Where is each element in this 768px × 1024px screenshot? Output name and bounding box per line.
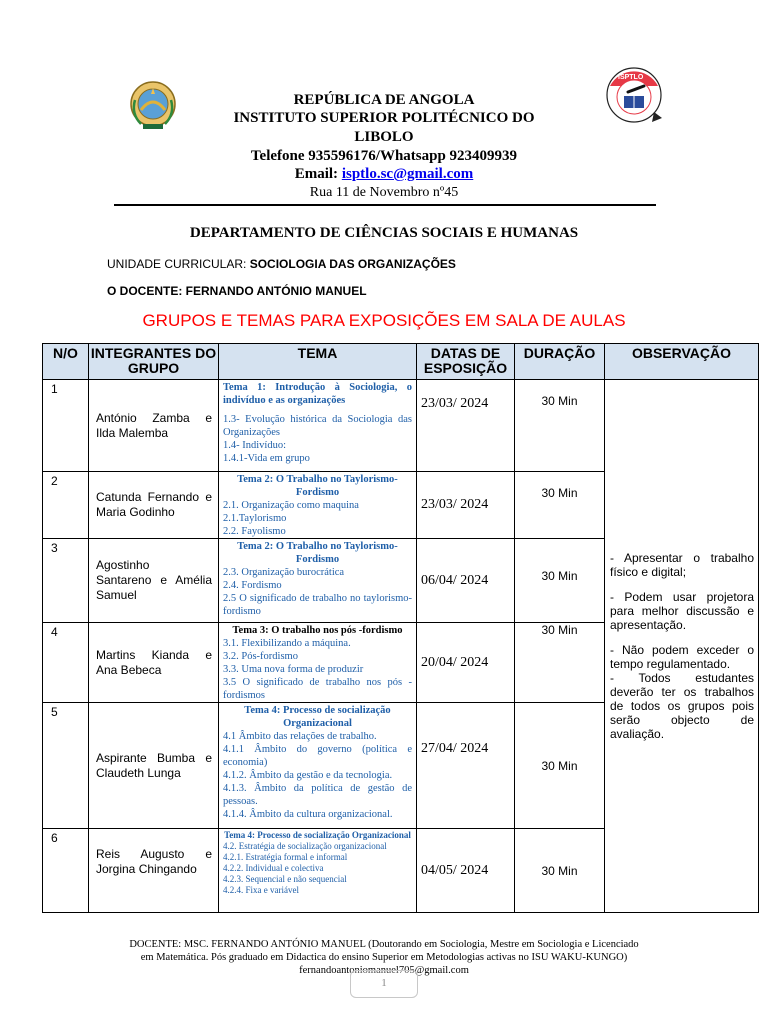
- member-line: Agostinho: [96, 558, 150, 572]
- presentation-date: 04/05/ 2024: [417, 829, 515, 913]
- tema-item: 4.1.2. Âmbito da gestão e da tecnologia.: [223, 770, 393, 781]
- tema-item: 4.2.3. Sequencial e não sequencial: [223, 874, 347, 884]
- tema-cell: [219, 472, 417, 539]
- tema-item: 1.3- Evolução histórica da Sociologia das Organizações: [223, 414, 412, 438]
- member-line: Claudeth Lunga: [96, 765, 181, 780]
- tema-item: 4.2.2. Individual e colectiva: [223, 863, 324, 873]
- table-header-row: [43, 344, 759, 380]
- duration: 30 Min: [515, 472, 605, 539]
- tema-item: 3.2. Pós-fordismo: [223, 651, 298, 662]
- tema-item: 4.1.3. Âmbito da política de gestão de pessoas.: [223, 783, 412, 807]
- footer-line: DOCENTE: MSC. FERNANDO ANTÓNIO MANUEL (Doutorando em Sociologia, Mestre em Sociologia e Licenciado: [129, 939, 639, 950]
- tema-cell: [219, 380, 417, 472]
- header-dates: DATAS DE ESPOSIÇÃO: [417, 344, 515, 380]
- footer-email: fernandoantoniomanuel705@gmail.com: [299, 965, 469, 976]
- tema-item: 4.1 Âmbito das relações de trabalho.: [223, 731, 377, 742]
- tema-item: 1.4- Indivíduo:: [223, 440, 286, 451]
- row-number: 2: [43, 472, 89, 539]
- tema-item: 2.4. Fordismo: [223, 580, 282, 591]
- tema-item: 2.1.Taylorismo: [223, 513, 287, 524]
- page-number-box: [350, 970, 418, 998]
- row-number: 4: [43, 623, 89, 703]
- group-members: [89, 472, 219, 539]
- observation-item: - Não podem exceder o tempo regulamentado.: [610, 643, 754, 671]
- email-line: [0, 166, 768, 183]
- tema-item: 4.1.4. Âmbito da cultura organizacional.: [223, 809, 393, 820]
- tema-item: 3.1. Flexibilizando a máquina.: [223, 638, 351, 649]
- group-members: [89, 380, 219, 472]
- phone-line: Telefone 935596176/Whatsapp 923409939: [250, 148, 518, 164]
- header-divider: [114, 204, 656, 206]
- header-tema: TEMA: [219, 344, 417, 380]
- member-line: Reis Augusto e: [96, 847, 212, 861]
- institute-name-line1: INSTITUTO SUPERIOR POLITÉCNICO DO: [233, 110, 535, 126]
- duration: 30 Min: [515, 380, 605, 472]
- email-link[interactable]: isptlo.sc@gmail.com: [341, 166, 474, 182]
- tema-item: 3.3. Uma nova forma de produzir: [223, 664, 364, 675]
- curricular-unit: [107, 257, 456, 271]
- observation-item: - Todos estudantes deverão ter os trabalhos de todos os grupos pois serão objecto de avaliação.: [610, 671, 754, 741]
- tema-item: 2.1. Organização como maquina: [223, 500, 359, 511]
- duration: 30 Min: [515, 829, 605, 913]
- row-number: 6: [43, 829, 89, 913]
- country-name: REPÚBLICA DE ANGOLA: [293, 92, 475, 108]
- department-title: DEPARTAMENTO DE CIÊNCIAS SOCIAIS E HUMANAS: [189, 225, 579, 241]
- curricular-unit-value: SOCIOLOGIA DAS ORGANIZAÇÕES: [249, 257, 456, 271]
- institute-name-line2: LIBOLO: [354, 129, 414, 145]
- member-line: Catunda Fernando e: [96, 490, 212, 504]
- tema-cell: [219, 623, 417, 703]
- isptlo-logo-text: ISPTLO: [618, 74, 644, 81]
- tema-title: Tema 4: Processo de socialização Organizacional: [244, 705, 391, 729]
- tema-cell: [219, 539, 417, 623]
- tema-item: 4.2.1. Estratégia formal e informal: [223, 852, 348, 862]
- tema-title: Tema 2: O Trabalho no Taylorismo-Fordismo: [237, 541, 398, 565]
- presentation-date: 23/03/ 2024: [417, 380, 515, 472]
- tema-title: Tema 1: Introdução à Sociologia, o indivíduo e as organizações: [223, 382, 412, 406]
- table-row: [43, 380, 759, 472]
- tema-item: 1.4.1-Vida em grupo: [223, 453, 310, 464]
- header-members: INTEGRANTES DO GRUPO: [89, 344, 219, 380]
- header-no: N/O: [43, 344, 89, 380]
- duration: 30 Min: [515, 703, 605, 829]
- header-duration: DURAÇÃO: [515, 344, 605, 380]
- teacher-line: O DOCENTE: FERNANDO ANTÓNIO MANUEL: [107, 284, 367, 298]
- group-members: [89, 539, 219, 623]
- tema-item: 2.2. Fayolismo: [223, 526, 286, 537]
- observations-cell: [605, 380, 759, 913]
- member-line: Ana Bebeca: [96, 662, 162, 677]
- tema-item: 2.3. Organização burocrática: [223, 567, 345, 578]
- duration: 30 Min: [515, 623, 605, 703]
- tema-item: 4.1.1 Âmbito do governo (política e economia): [223, 744, 412, 768]
- address-line: Rua 11 de Novembro nº45: [309, 185, 459, 200]
- tema-item: 4.2.4. Fixa e variável: [223, 885, 299, 895]
- tema-item: 3.5 O significado de trabalho nos pós -fordismos: [223, 677, 412, 701]
- presentation-date: 20/04/ 2024: [417, 623, 515, 703]
- member-line: Samuel: [96, 588, 137, 602]
- member-line: Santareno e Amélia: [96, 573, 212, 587]
- tema-title: Tema 2: O Trabalho no Taylorismo-Fordismo: [237, 474, 398, 498]
- header-observation: OBSERVAÇÃO: [605, 344, 759, 380]
- tema-cell: [219, 829, 417, 913]
- page-heading: GRUPOS E TEMAS PARA EXPOSIÇÕES EM SALA DE AULAS: [142, 311, 626, 330]
- member-line: António Zamba e: [96, 410, 212, 425]
- email-label: Email:: [294, 166, 342, 182]
- presentation-date: 27/04/ 2024: [417, 703, 515, 829]
- duration: 30 Min: [515, 539, 605, 623]
- member-line: Ilda Malemba: [96, 425, 169, 440]
- observation-item: - Apresentar o trabalho físico e digital;: [610, 551, 754, 579]
- row-number: 1: [43, 380, 89, 472]
- group-members: [89, 703, 219, 829]
- member-line: Maria Godinho: [96, 505, 175, 519]
- member-line: Jorgina Chingando: [96, 862, 197, 876]
- page-number: 1: [381, 977, 387, 989]
- curricular-unit-label: UNIDADE CURRICULAR:: [107, 257, 250, 271]
- tema-item: 2.5 O significado de trabalho no taylorismo-fordismo: [223, 593, 412, 617]
- member-line: Aspirante Bumba e: [96, 750, 212, 765]
- group-members: [89, 623, 219, 703]
- row-number: 5: [43, 703, 89, 829]
- observation-item: - Podem usar projetora para melhor discussão e apresentação.: [610, 590, 754, 632]
- tema-title: Tema 3: O trabalho nos pós -fordismo: [232, 625, 403, 636]
- groups-table: [42, 343, 759, 913]
- group-members: [89, 829, 219, 913]
- tema-item: 4.2. Estratégia de socialização organizacional: [223, 841, 387, 851]
- tema-title: Tema 4: Processo de socialização Organizacional: [224, 830, 411, 840]
- row-number: 3: [43, 539, 89, 623]
- presentation-date: 06/04/ 2024: [417, 539, 515, 623]
- tema-cell: [219, 703, 417, 829]
- member-line: Martins Kianda e: [96, 647, 212, 662]
- footer-line: em Matemática. Pós graduado em Didactica do ensino Superior em Metodologias activas no ISU WAKU-KUNGO): [140, 952, 628, 963]
- presentation-date: 23/03/ 2024: [417, 472, 515, 539]
